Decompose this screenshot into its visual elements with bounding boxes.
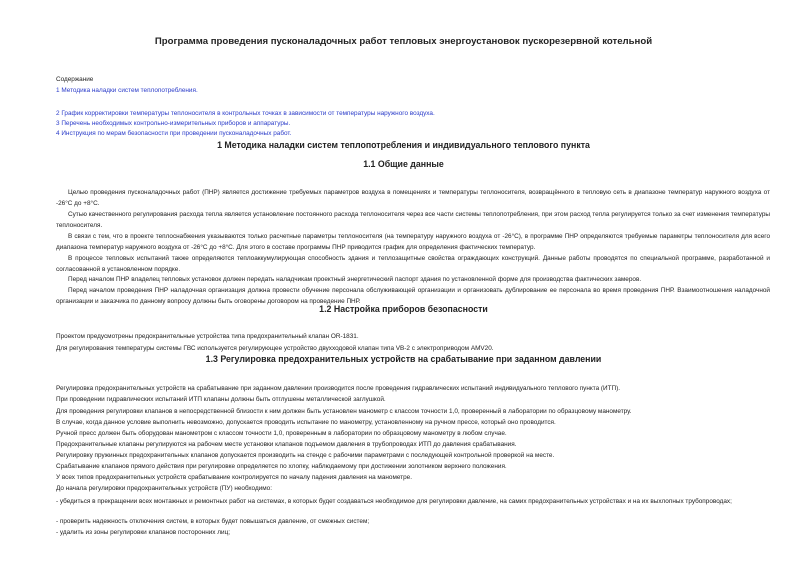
- section-1-heading: 1 Методика наладки систем теплопотребления и индивидуального теплового пункта: [217, 140, 590, 150]
- section-1-1-heading: 1.1 Общие данные: [363, 159, 444, 169]
- section-1-2-heading: 1.2 Настройка приборов безопасности: [319, 304, 488, 314]
- paragraph-thermal-tests: В процессе тепловых испытаний также определяются теплоаккумулирующая способность здания и теплозащитные свойства ограждающих конструкций. Данные работы проводятся по специальной программе, разработанной и согласованной в установленном порядке.: [56, 255, 770, 273]
- regulation-line-1: Регулировка предохранительных устройств на срабатывание при заданном давлении производится после проведения гидравлических испытаний индивидуального теплового пункта (ИТП).: [56, 385, 621, 392]
- regulation-line-12: - проверить надежность отключения систем, в которых будет повышаться давление, от смежных систем;: [56, 518, 370, 525]
- regulation-line-5: Ручной пресс должен быть оборудован манометром с классом точности 1,0, проверенным в лаборатории по образцовому манометру в любом случае.: [56, 430, 507, 437]
- safety-devices-line-1: Проектом предусмотрены предохранительные устройства типа предохранительный клапан OR-1831.: [56, 333, 359, 340]
- toc-heading: Содержание: [56, 76, 94, 83]
- regulation-line-4: В случае, когда данное условие выполнить невозможно, допускается проводить испытание по манометру, установленному на ручном прессе, который оно проводится.: [56, 419, 556, 426]
- document-title: Программа проведения пусконаладочных работ тепловых энергоустановок пускорезервной котельной: [154, 36, 653, 47]
- regulation-line-3: Для проведения регулировки клапанов в непосредственной близости к ним должен быть установлен манометр с классом точности 1,0, проверенный в лаборатории по образцовому манометру.: [56, 408, 632, 415]
- toc-item-3[interactable]: 3 Перечень необходимых контрольно-измерительных приборов и аппаратуры.: [56, 120, 291, 127]
- regulation-line-13: - удалить из зоны регулировки клапанов посторонних лиц;: [56, 529, 231, 536]
- paragraph-quality-regulation: Сутью качественного регулирования расхода тепла является установление постоянного расхода теплоносителя через все части системы теплопотребления, при этом расход тепла регулируется только за счет изменения температуры теплоносителя.: [56, 211, 770, 229]
- section-1-3-heading: 1.3 Регулировка предохранительных устройств на срабатывание при заданном давлении: [205, 354, 602, 364]
- toc-item-1[interactable]: 1 Методика наладки систем теплопотребления.: [56, 87, 198, 94]
- regulation-line-7: Регулировку пружинных предохранительных клапанов допускается производить на стенде с рабочими параметрами с последующей контрольной проверкой на месте.: [56, 452, 555, 459]
- regulation-line-10: До начала регулировки предохранительных устройств (ПУ) необходимо:: [56, 485, 272, 492]
- regulation-line-9: У всех типов предохранительных устройств срабатывание контролируется по началу падения давления на манометре.: [56, 474, 412, 481]
- regulation-line-2: При проведении гидравлических испытаний ИТП клапаны должны быть отглушены металлической заглушкой.: [56, 396, 386, 403]
- paragraph-passport: Перед началом ПНР владелец тепловых установок должен передать наладчикам проектный энергетический паспорт здания по установленной форме для производства фактических замеров.: [68, 276, 642, 283]
- toc-item-4[interactable]: 4 Инструкция по мерам безопасности при проведении пусконаладочных работ.: [56, 130, 292, 137]
- paragraph-design-params: В связи с тем, что в проекте теплоснабжения указываются только расчетные параметры теплоносителя (на температуру наружного воздуха от -26°С), в программе ПНР определяются требуемые параметры теплоносителя для всего диапазона температур наружного воздуха от -26°С до +8°С. Для этого в составе программы ПНР приводится график для определения фактических температур.: [56, 233, 770, 251]
- safety-devices-line-2: Для регулирования температуры системы ГВС используется регулирующее устройство двухходовой клапан типа VB-2 с электроприводом AMV20.: [56, 345, 494, 352]
- regulation-line-8: Срабатывание клапанов прямого действия при регулировке определяется по хлопку, наблюдаемому при достижении золотником верхнего положения.: [56, 463, 507, 470]
- paragraph-training: Перед началом проведения ПНР наладочная организация должна провести обучение персонала обслуживающей организации и организовать дублирование ее персонала во время проведения ПНР. Взаимоотношения наладочной организации и заказчика по данному вопросу должны быть оговорены договором на проведение ПНР.: [56, 287, 770, 305]
- toc-item-2[interactable]: 2 График корректировки температуры теплоносителя в контрольных точках в зависимости от температуры наружного воздуха.: [56, 110, 435, 117]
- paragraph-purpose: Целью проведения пусконаладочных работ (ПНР) является достижение требуемых параметров воздуха в помещениях и температуры теплоносителя, возвращённого в тепловую сеть в диапазоне температур наружного воздуха от -26°С до +8°С.: [56, 189, 770, 207]
- regulation-line-11: - убедиться в прекращении всех монтажных и ремонтных работ на системах, в которых будет создаваться необходимое для регулировки давление, на самих предохранительных устройствах и на их выхлопных трубопроводах;: [56, 498, 732, 505]
- regulation-line-6: Предохранительные клапаны регулируются на рабочем месте установки клапанов подъемом давления в трубопроводах ИТП до давления срабатывания.: [56, 441, 517, 448]
